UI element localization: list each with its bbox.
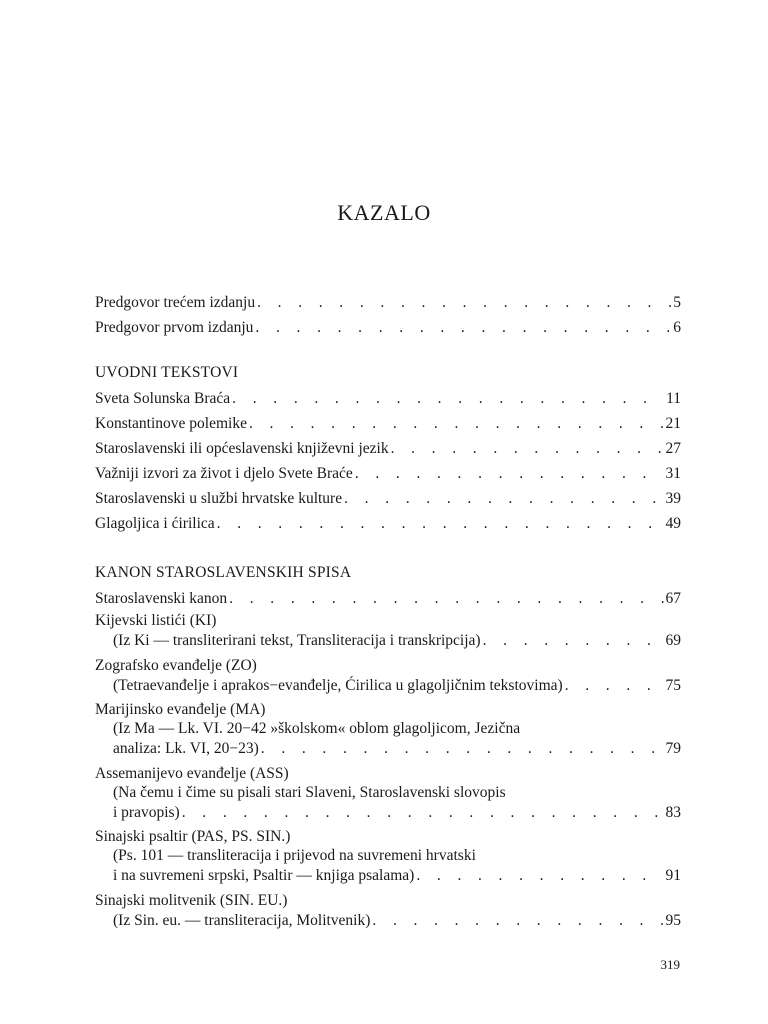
toc-entry-page: 21 bbox=[665, 415, 681, 432]
toc-entry-subline bbox=[95, 783, 681, 802]
leader-dots bbox=[232, 386, 664, 411]
toc-entry-title: Predgovor prvom izdanju bbox=[95, 319, 254, 336]
toc-entry-predgovor-trecem[interactable] bbox=[95, 290, 681, 315]
toc-entry-subline bbox=[95, 738, 681, 759]
toc-entry-title: Glagoljica i ćirilica bbox=[95, 515, 215, 532]
toc-entry-title-line bbox=[95, 764, 681, 783]
page-number: 319 bbox=[660, 957, 680, 972]
toc-entry-marijinsko[interactable] bbox=[95, 700, 681, 759]
toc-entry-zografsko[interactable] bbox=[95, 656, 681, 696]
toc-entry-page: 27 bbox=[665, 440, 681, 457]
toc-entry-subline bbox=[95, 865, 681, 886]
leader-dots bbox=[416, 865, 663, 886]
toc-entry-title: Predgovor trećem izdanju bbox=[95, 294, 256, 311]
leader-dots bbox=[217, 511, 664, 536]
toc-entry-title: Sinajski psaltir (PAS, PS. SIN.) bbox=[95, 828, 291, 845]
toc-entry-subline bbox=[95, 719, 681, 738]
toc-entry-title: Kijevski listići (KI) bbox=[95, 612, 217, 629]
toc-entry-subtitle: (Ps. 101 — transliteracija i prijevod na suvremeni hrvatski bbox=[113, 847, 476, 864]
toc-entry-assemanijevo[interactable] bbox=[95, 764, 681, 823]
toc-entry-subtitle: i pravopis) bbox=[113, 803, 180, 821]
toc-entry-title: Važniji izvori za život i djelo Svete Braće bbox=[95, 465, 353, 482]
toc-entry-subtitle: (Iz Ki — transliterirani tekst, Transliteracija i transkripcija) bbox=[113, 632, 481, 649]
toc-entry[interactable] bbox=[95, 486, 681, 511]
toc-entry-page: 6 bbox=[673, 319, 681, 336]
toc-entry-page: 31 bbox=[665, 465, 681, 482]
toc-entry-page: 49 bbox=[665, 515, 681, 532]
toc-entry-subline bbox=[95, 675, 681, 696]
toc-entry-subline bbox=[95, 630, 681, 651]
leader-dots bbox=[391, 436, 664, 461]
leader-dots bbox=[182, 802, 664, 823]
toc-entry-title: Sveta Solunska Braća bbox=[95, 390, 231, 407]
toc-entry-subline bbox=[95, 910, 681, 931]
leader-dots bbox=[229, 586, 663, 611]
leader-dots bbox=[344, 486, 663, 511]
leader-dots bbox=[355, 461, 664, 486]
toc-entry-page: 75 bbox=[665, 676, 681, 694]
toc-entry[interactable] bbox=[95, 586, 681, 611]
toc-entry-title-line bbox=[95, 611, 681, 630]
toc-entry-predgovor-prvom[interactable] bbox=[95, 315, 681, 340]
toc-entry-subline bbox=[95, 802, 681, 823]
toc-entry-title: Konstantinove polemike bbox=[95, 415, 247, 432]
toc-entry-page: 39 bbox=[665, 490, 681, 507]
toc-entry-subtitle: (Tetraevanđelje i aprakos−evanđelje, Ćirilica u glagoljičnim tekstovima) bbox=[113, 676, 563, 694]
toc-entry-title: Sinajski molitvenik (SIN. EU.) bbox=[95, 891, 288, 909]
toc-entry-page: 83 bbox=[665, 803, 681, 821]
toc-entry-subline bbox=[95, 846, 681, 865]
toc-entry[interactable] bbox=[95, 511, 681, 536]
toc-entry-title-line bbox=[95, 827, 681, 846]
toc-entry-title: Staroslavenski ili općeslavenski književni jezik bbox=[95, 440, 389, 457]
toc-entry-subtitle: (Iz Ma — Lk. VI. 20−42 »školskom« oblom glagoljicom, Jezična bbox=[113, 720, 521, 737]
leader-dots bbox=[483, 630, 664, 651]
leader-dots bbox=[257, 290, 671, 315]
toc-entry-page: 69 bbox=[665, 632, 681, 649]
toc-entry-subtitle: i na suvremeni srpski, Psaltir — knjiga psalama) bbox=[113, 867, 415, 884]
page-title: KAZALO bbox=[337, 200, 431, 225]
toc-entry-subtitle: (Iz Sin. eu. — transliteracija, Molitvenik) bbox=[113, 911, 371, 929]
toc-entry[interactable] bbox=[95, 436, 681, 461]
leader-dots bbox=[261, 738, 664, 759]
leader-dots bbox=[565, 675, 664, 696]
toc-entry[interactable] bbox=[95, 386, 681, 411]
toc-entry-sinajski-molitvenik[interactable] bbox=[95, 891, 681, 931]
toc-entry-sinajski-psaltir[interactable] bbox=[95, 827, 681, 886]
toc-entry-kijevski[interactable] bbox=[95, 611, 681, 651]
table-of-contents bbox=[95, 290, 681, 935]
toc-entry-page: 11 bbox=[666, 390, 681, 407]
toc-entry-title: Staroslavenski kanon bbox=[95, 590, 228, 607]
toc-entry-title-line bbox=[95, 656, 681, 675]
toc-entry-title: Marijinsko evanđelje (MA) bbox=[95, 701, 266, 718]
section-heading-uvodni-tekstovi: UVODNI TEKSTOVI bbox=[95, 364, 239, 381]
toc-entry-title: Zografsko evanđelje (ZO) bbox=[95, 656, 257, 674]
toc-entry-page: 91 bbox=[665, 867, 681, 884]
leader-dots bbox=[255, 315, 671, 340]
toc-entry-title-line bbox=[95, 700, 681, 719]
toc-entry-page: 79 bbox=[665, 740, 681, 757]
toc-entry-subtitle: analiza: Lk. VI, 20−23) bbox=[113, 740, 259, 757]
toc-entry-page: 95 bbox=[665, 911, 681, 929]
leader-dots bbox=[249, 411, 664, 436]
toc-entry-title-line bbox=[95, 891, 681, 910]
toc-entry[interactable] bbox=[95, 411, 681, 436]
toc-entry-title: Staroslavenski u službi hrvatske kulture bbox=[95, 490, 343, 507]
toc-entry-page: 67 bbox=[665, 590, 681, 607]
section-heading-kanon: KANON STAROSLAVENSKIH SPISA bbox=[95, 564, 352, 581]
leader-dots bbox=[372, 910, 663, 931]
toc-entry-title: Assemanijevo evanđelje (ASS) bbox=[95, 764, 289, 782]
toc-entry-subtitle: (Na čemu i čime su pisali stari Slaveni, Staroslavenski slovopis bbox=[113, 783, 506, 801]
toc-entry-page: 5 bbox=[673, 294, 681, 311]
toc-entry[interactable] bbox=[95, 461, 681, 486]
